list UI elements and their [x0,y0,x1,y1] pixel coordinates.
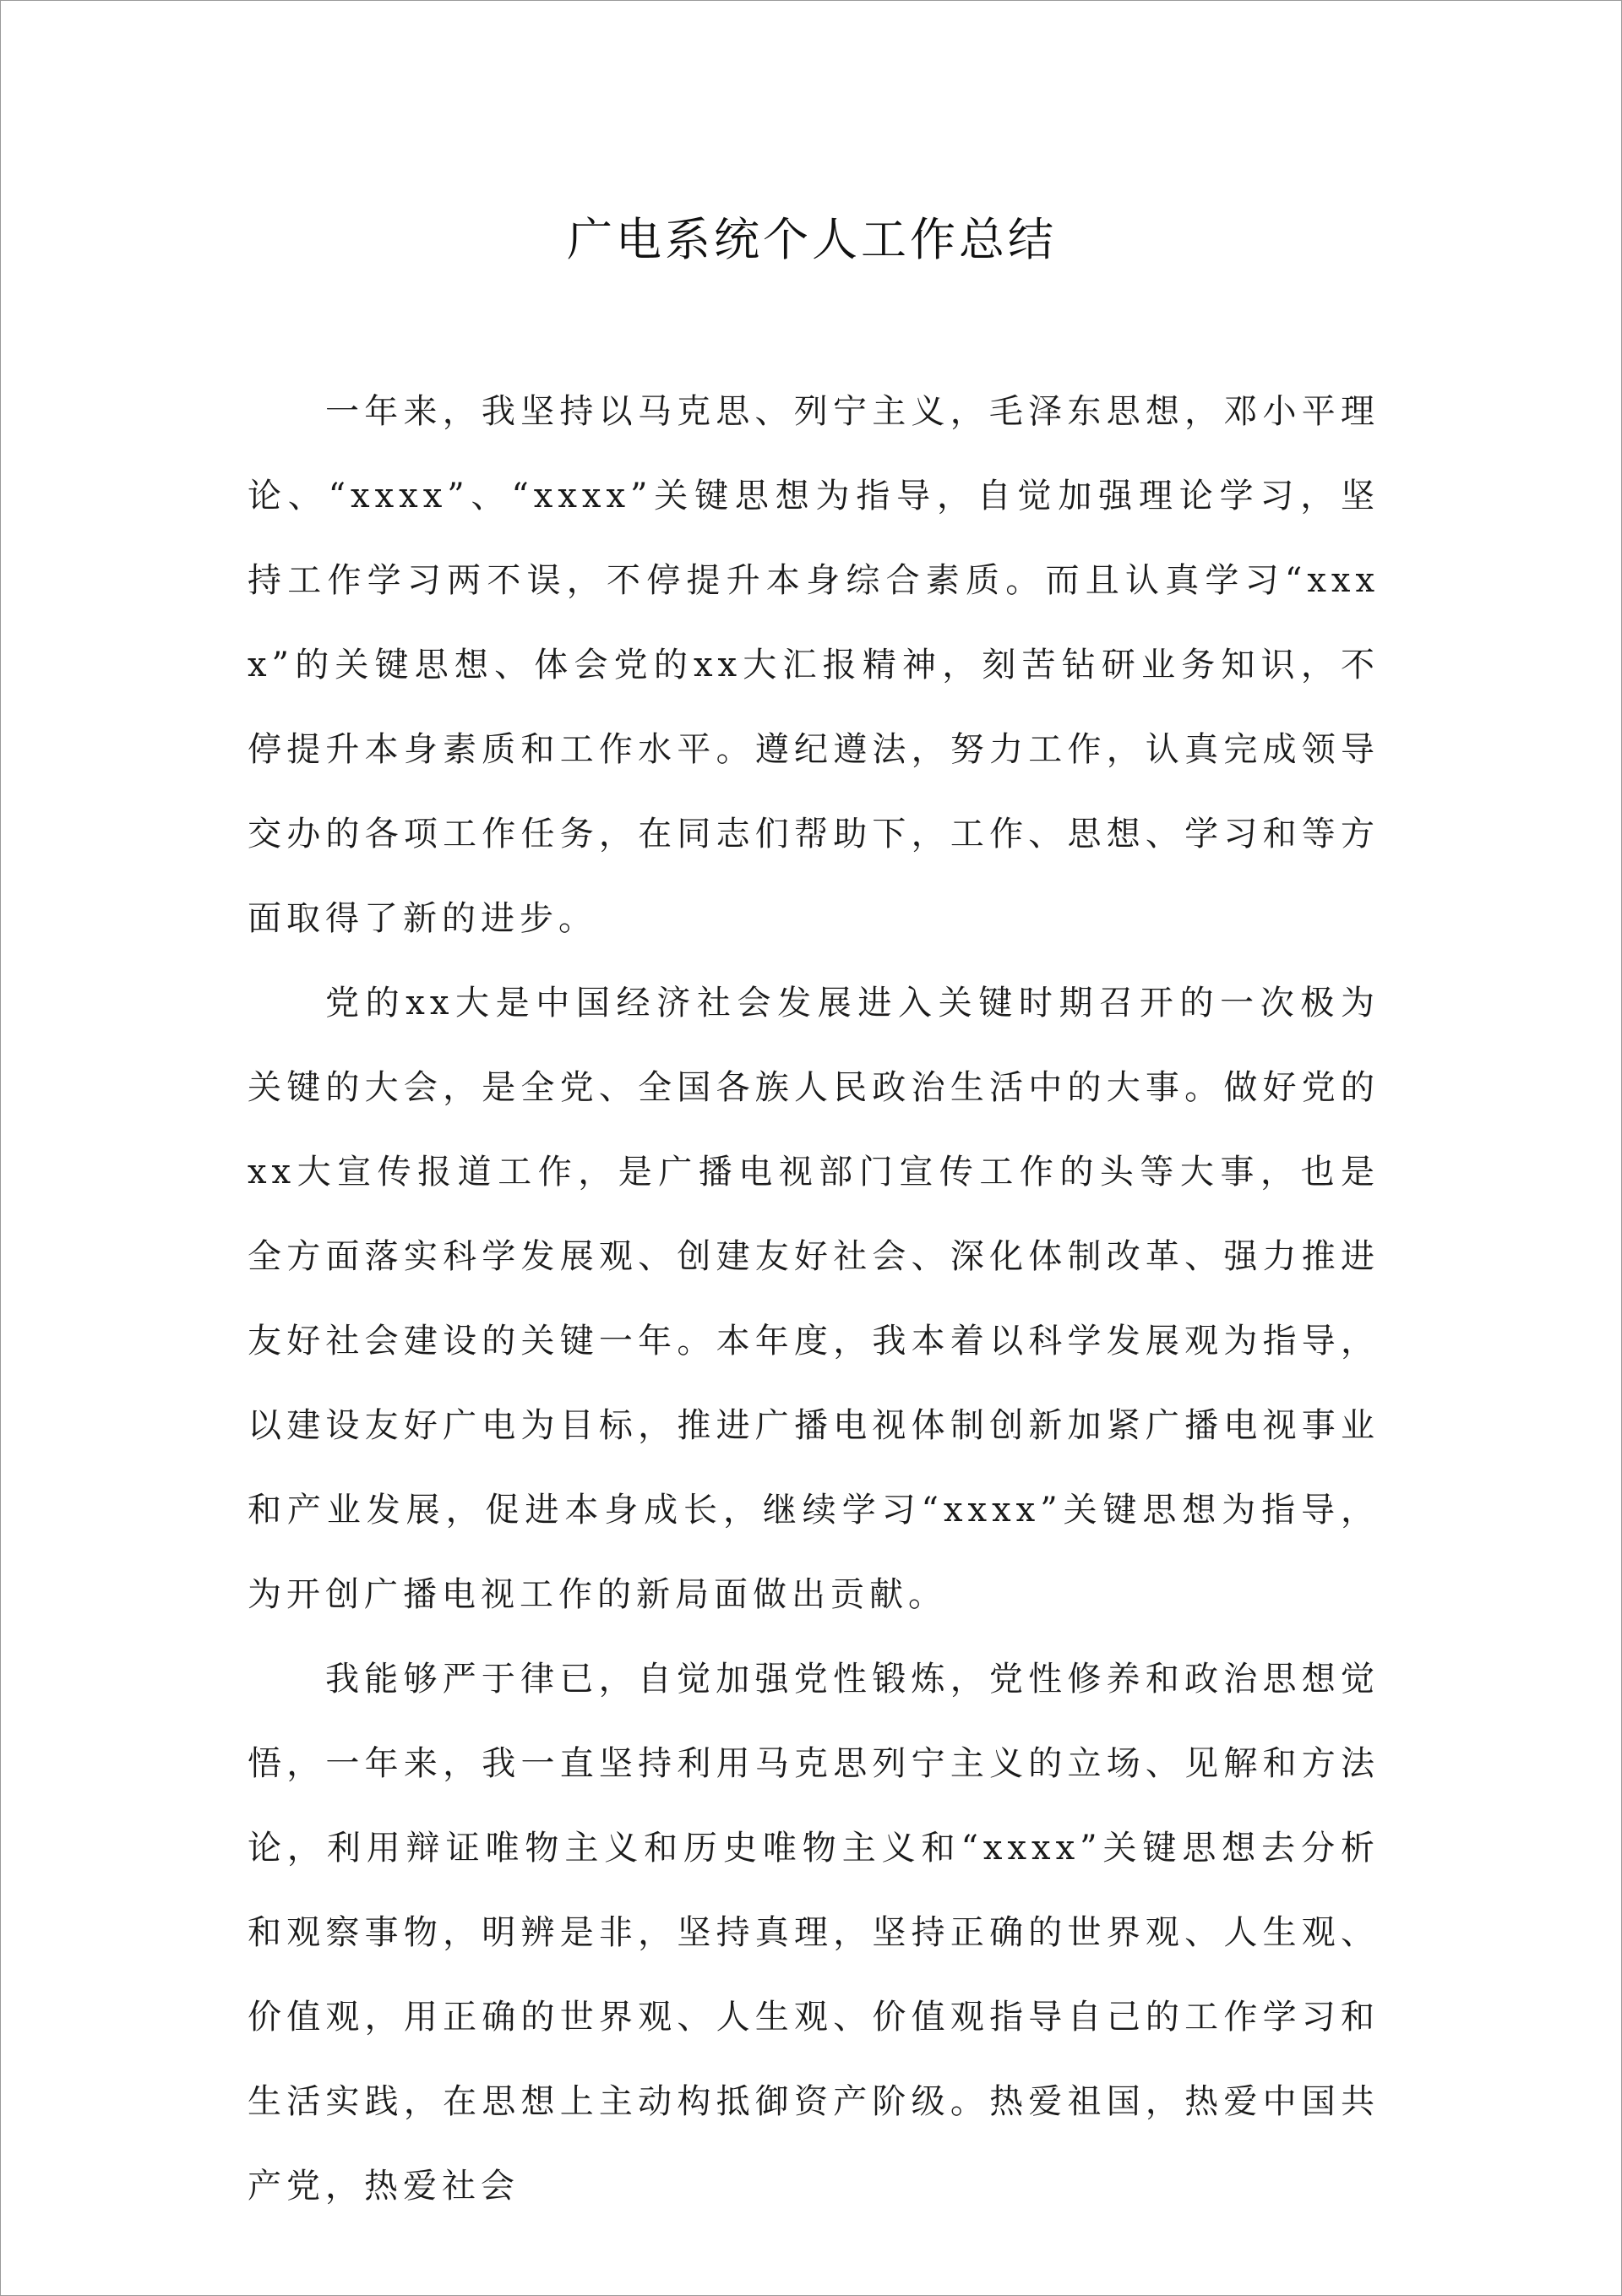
paragraph-2: 党的xx大是中国经济社会发展进入关键时期召开的一次极为关键的大会，是全党、全国各族人民政治生活中的大事。做好党的xx大宣传报道工作，是广播电视部门宣传工作的头等大事，也是全方面落实科学发展观、创建友好社会、深化体制改革、强力推进友好社会建设的关键一年。本年度，我本着以科学发展观为指导，以建设友好广电为目标，推进广播电视体制创新加紧广播电视事业和产业发展，促进本身成长，继续学习“xxxx”关键思想为指导，为开创广播电视工作的新局面做出贡献。 [248,984,1380,1614]
paragraph-3: 我能够严于律已，自觉加强党性锻炼，党性修养和政治思想觉悟，一年来，我一直坚持利用马克思列宁主义的立场、见解和方法论，利用辩证唯物主义和历史唯物主义和“xxxx”关键思想去分析和观察事物，明辨是非，坚持真理，坚持正确的世界观、人生观、价值观，用正确的世界观、人生观、价值观指导自己的工作学习和生活实践，在思想上主动构抵御资产阶级。热爱祖国，热爱中国共产党，热爱社会 [248,1660,1380,2206]
document-body [248,369,1380,2228]
paragraph-1: 一年来，我坚持以马克思、列宁主义，毛泽东思想，邓小平理论、“xxxx”、“xxxx”关键思想为指导，自觉加强理论学习，坚持工作学习两不误，不停提升本身综合素质。而且认真学习“xxxx”的关键思想、体会党的xx大汇报精神，刻苦钻研业务知识，不停提升本身素质和工作水平。遵纪遵法，努力工作，认真完成领导交办的各项工作任务，在同志们帮助下，工作、思想、学习和等方面取得了新的进步。 [248,392,1380,938]
document-title: 广电系统个人工作总结 [567,213,1057,266]
